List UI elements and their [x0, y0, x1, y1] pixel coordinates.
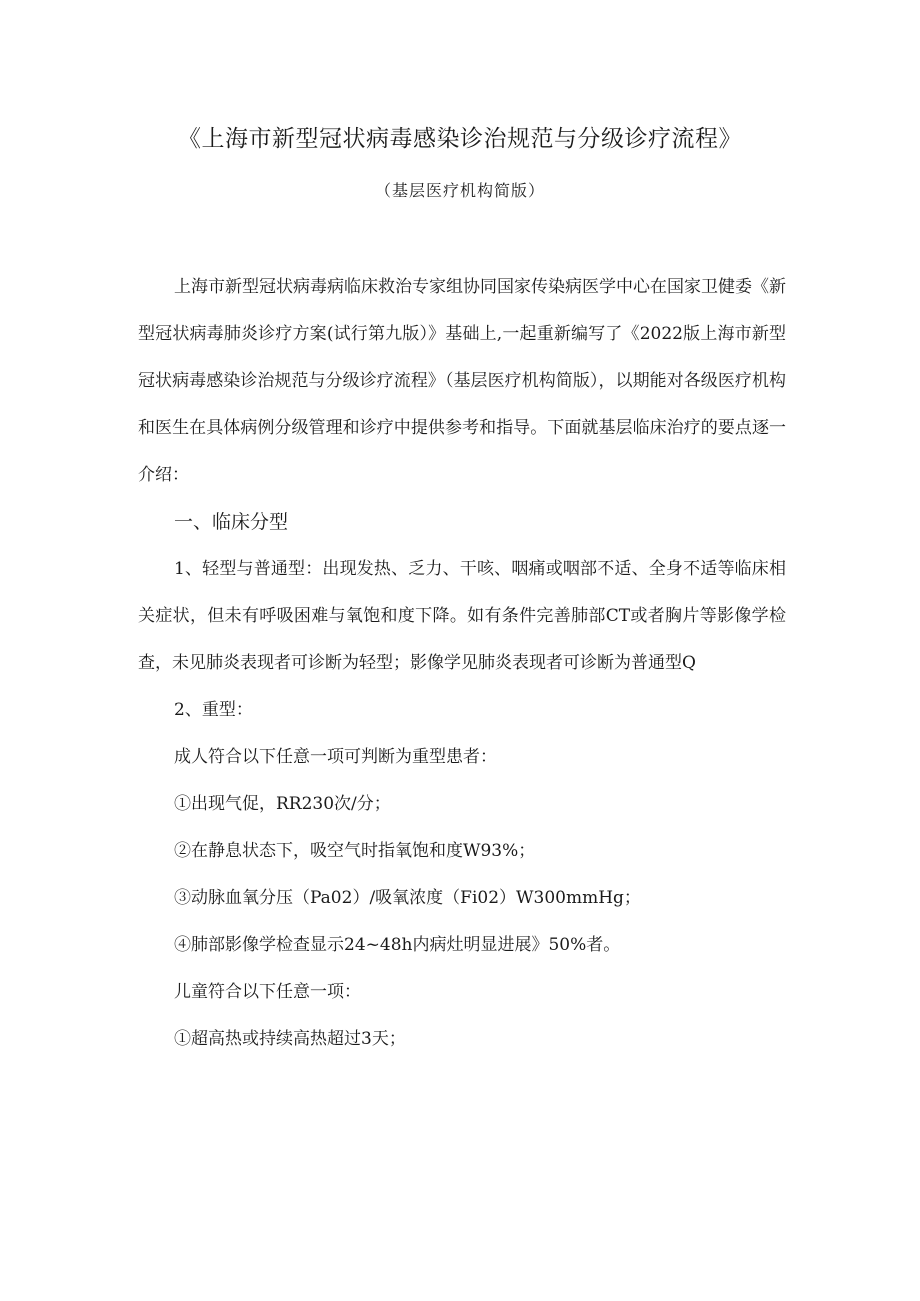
adult-criterion: ③动脉血氧分压（Pa02）/吸氧浓度（Fi02）W300mmHg； — [174, 888, 641, 908]
child-criterion: ①超高热或持续高热超过3天； — [174, 1029, 406, 1049]
intro-paragraph: 上海市新型冠状病毒病临床救治专家组协同国家传染病医学中心在国家卫健委《新型冠状病毒肺炎诊疗方案(试行第九版）》基础上,一起重新编写了《2022版上海市新型冠状病毒感染诊治规范与分级诊疗流程》（基层医疗机构简版），以期能对各级医疗机构和医生在具体病例分级管理和诊疗中提供参考和指导。下面就基层临床治疗的要点逐一介绍： — [138, 277, 786, 485]
adult-criterion: ④肺部影像学检查显示24~48h内病灶明显进展》50%者。 — [174, 935, 621, 955]
adult-criterion: ②在静息状态下，吸空气时指氧饱和度W93%； — [174, 841, 536, 861]
adult-criterion: ①出现气促，RR230次/分； — [174, 794, 391, 814]
child-criteria-intro: 儿童符合以下任意一项： — [174, 982, 361, 1002]
item-severe: 2、重型： — [174, 700, 253, 720]
document-title: 《上海市新型冠状病毒感染诊治规范与分级诊疗流程》 — [178, 126, 742, 152]
item-mild-common: 1、轻型与普通型：出现发热、乏力、干咳、咽痛或咽部不适、全身不适等临床相关症状，但未有呼吸困难与氧饱和度下降。如有条件完善肺部CT或者胸片等影像学检查，未见肺炎表现者可诊断为轻型；影像学见肺炎表现者可诊断为普通型Q — [138, 559, 786, 673]
section-heading-clinical-types: 一、临床分型 — [174, 511, 289, 533]
document-body — [138, 264, 786, 1063]
adult-criteria-intro: 成人符合以下任意一项可判断为重型患者： — [174, 747, 497, 767]
document-subtitle: （基层医疗机构简版） — [374, 181, 545, 200]
